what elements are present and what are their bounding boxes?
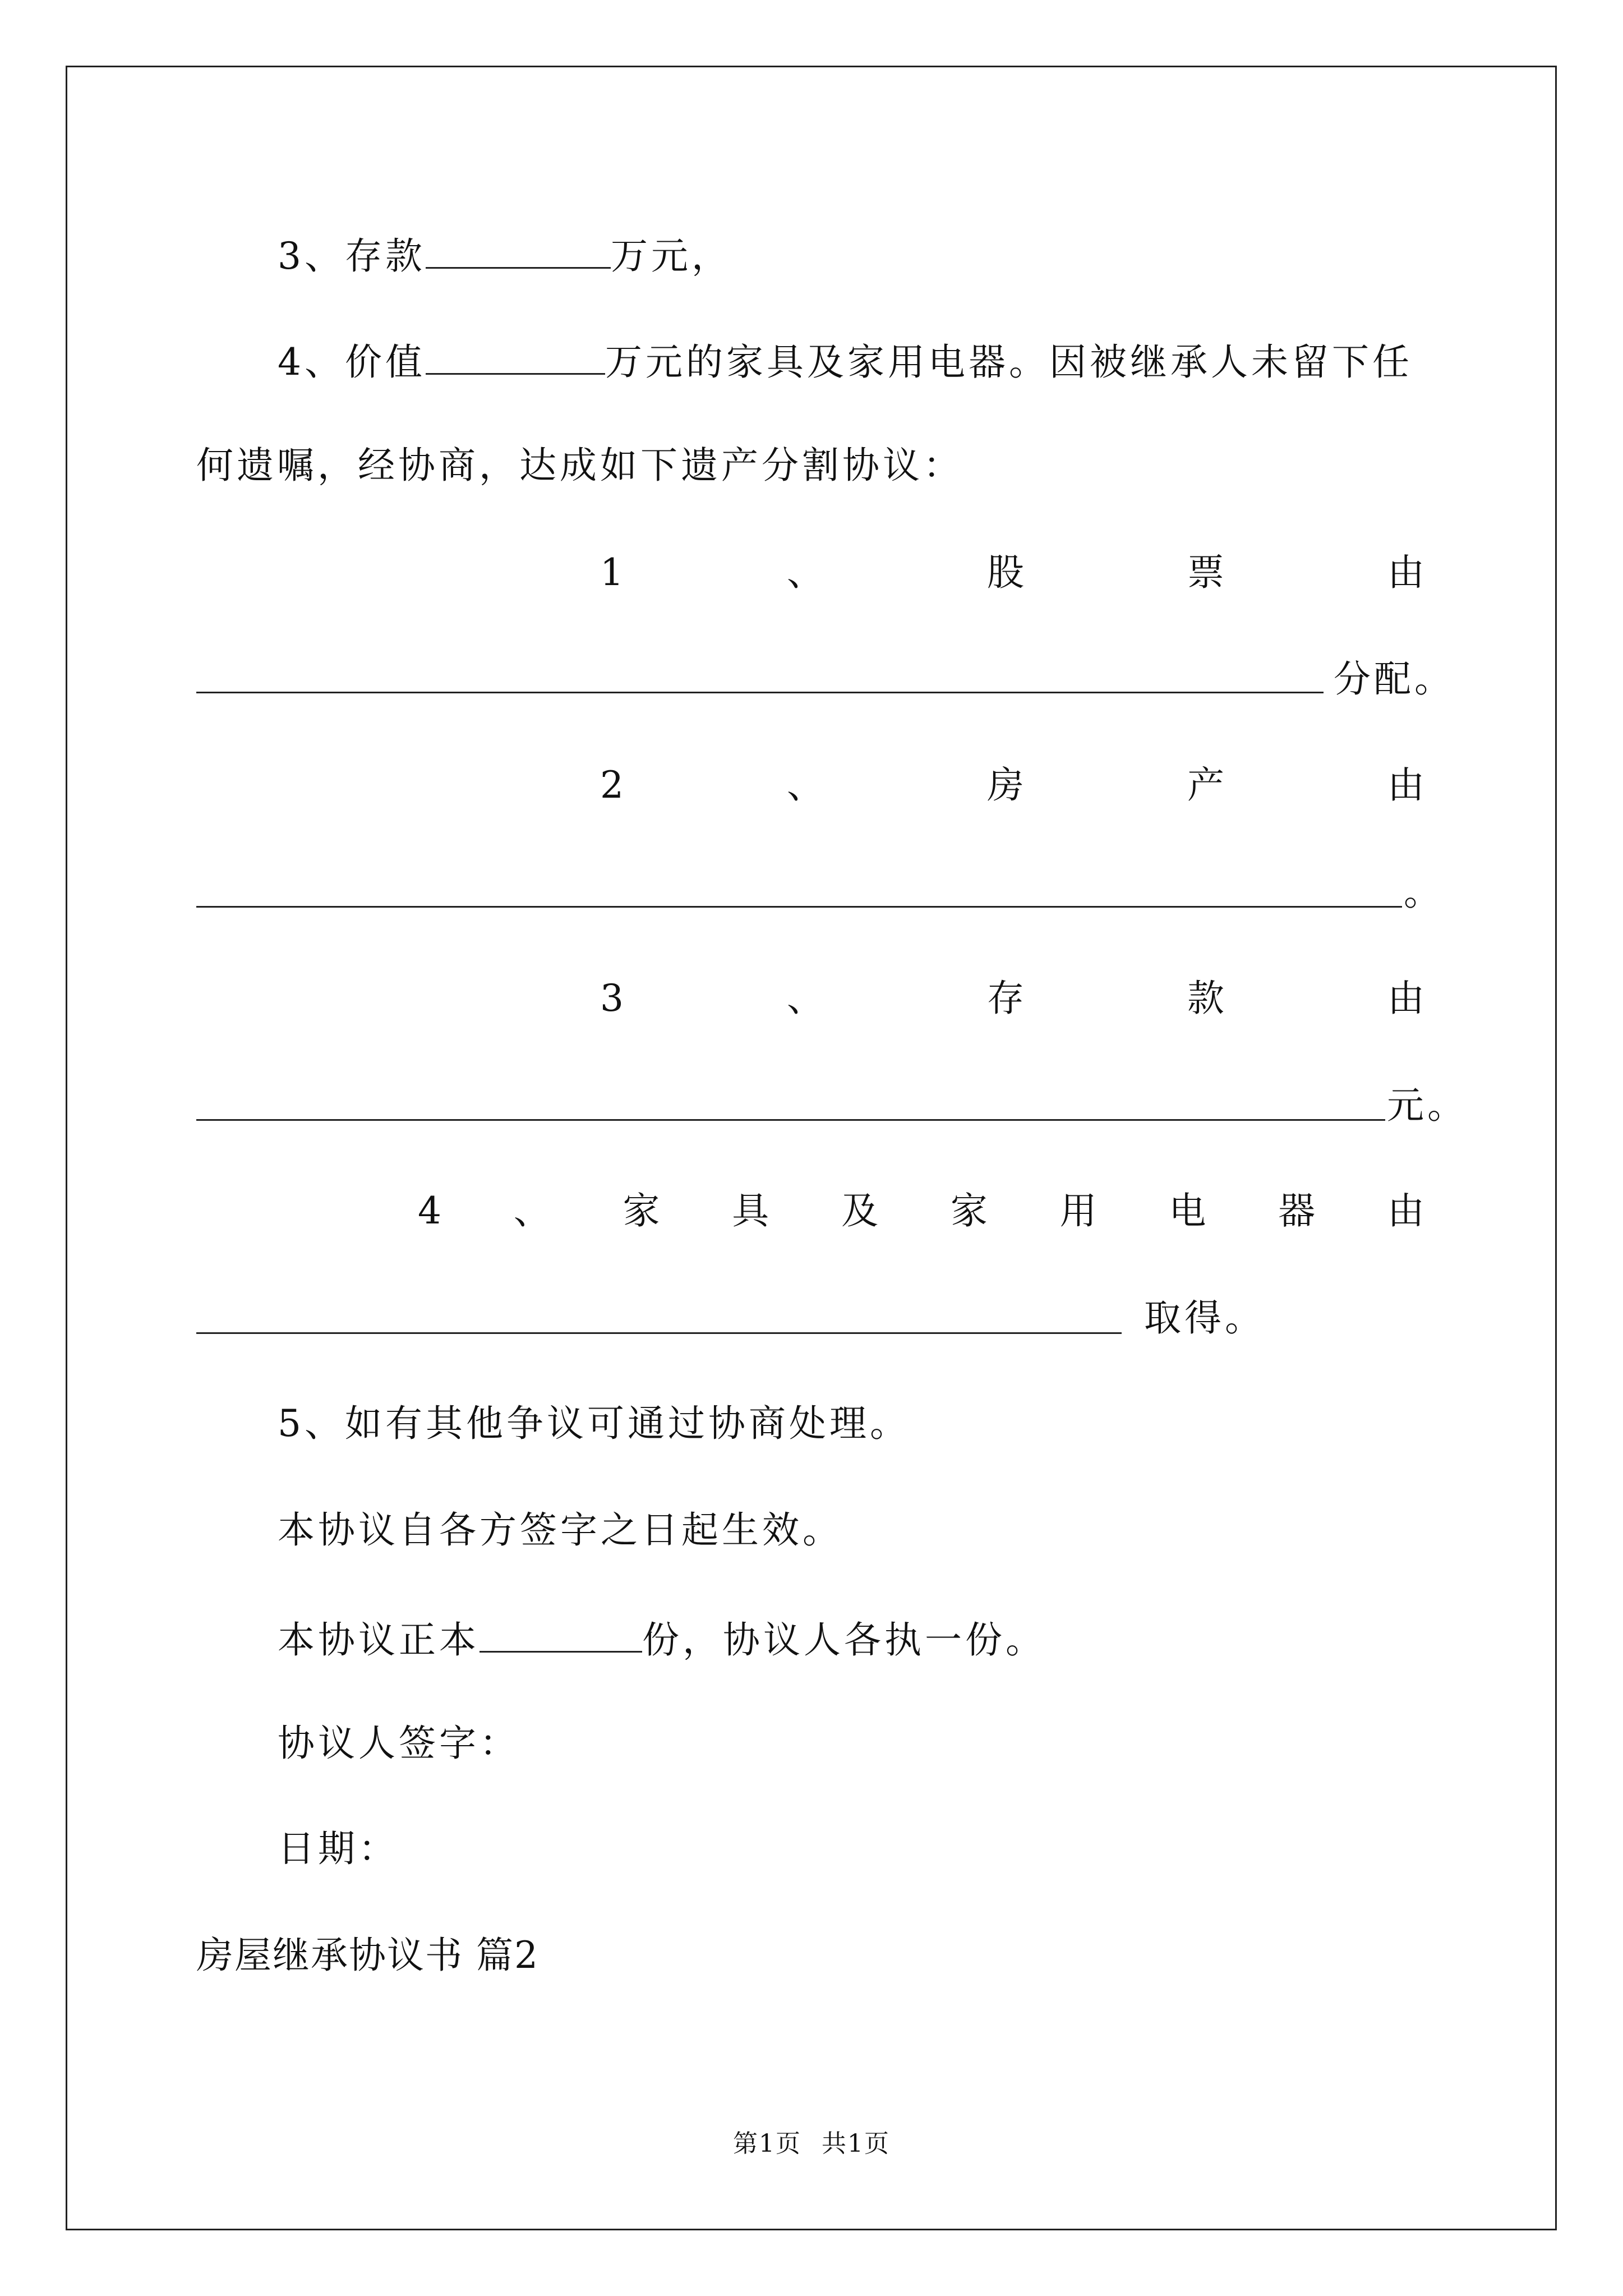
- division-4-blank: [196, 1332, 1122, 1334]
- division-3-deposit: 3 、 存 款 由: [600, 977, 1424, 1020]
- item-4-continuation: 何遗嘱，经协商，达成如下遗产分割协议：: [196, 444, 963, 487]
- page-border: [66, 66, 1557, 2230]
- division-4-end: 取得。: [1144, 1296, 1265, 1340]
- clause-copies: 本协议正本 份，协议人各执一份。: [278, 1618, 1046, 1662]
- division-2-end: 。: [1404, 871, 1444, 914]
- clause-5-disputes: 5、如有其他争议可通过协商处理。: [278, 1402, 910, 1445]
- division-4-furniture: 4 、 家 具 及 家 用 电 器 由: [418, 1189, 1424, 1232]
- page-footer: [0, 2129, 1623, 2158]
- clause-effective: 本协议自各方签字之日起生效。: [278, 1508, 843, 1552]
- signature-label: 协议人签字：: [278, 1722, 520, 1765]
- division-3-blank: [196, 1119, 1385, 1121]
- item-3-deposit: 3、存款 万元，: [278, 234, 732, 278]
- division-1-end: 分配。: [1334, 657, 1455, 701]
- division-1-stocks: 1 、 股 票 由: [600, 551, 1424, 594]
- furniture-value-blank: [426, 341, 605, 375]
- section-title: 房屋继承协议书 篇2: [196, 1934, 539, 1977]
- page-total: 共1页: [822, 2129, 890, 2158]
- division-3-end: 元。: [1387, 1084, 1468, 1127]
- page-number: 第1页: [733, 2129, 801, 2158]
- division-2-blank: [196, 906, 1402, 908]
- division-2-house: 2 、 房 产 由: [600, 763, 1424, 807]
- division-1-blank: [196, 692, 1324, 693]
- copies-count-blank: [479, 1618, 642, 1653]
- item-4-furniture: 4、价值 万元的家具及家用电器。因被继承人未留下任: [278, 341, 1413, 384]
- deposit-amount-blank: [426, 234, 611, 269]
- date-label: 日期：: [278, 1827, 399, 1870]
